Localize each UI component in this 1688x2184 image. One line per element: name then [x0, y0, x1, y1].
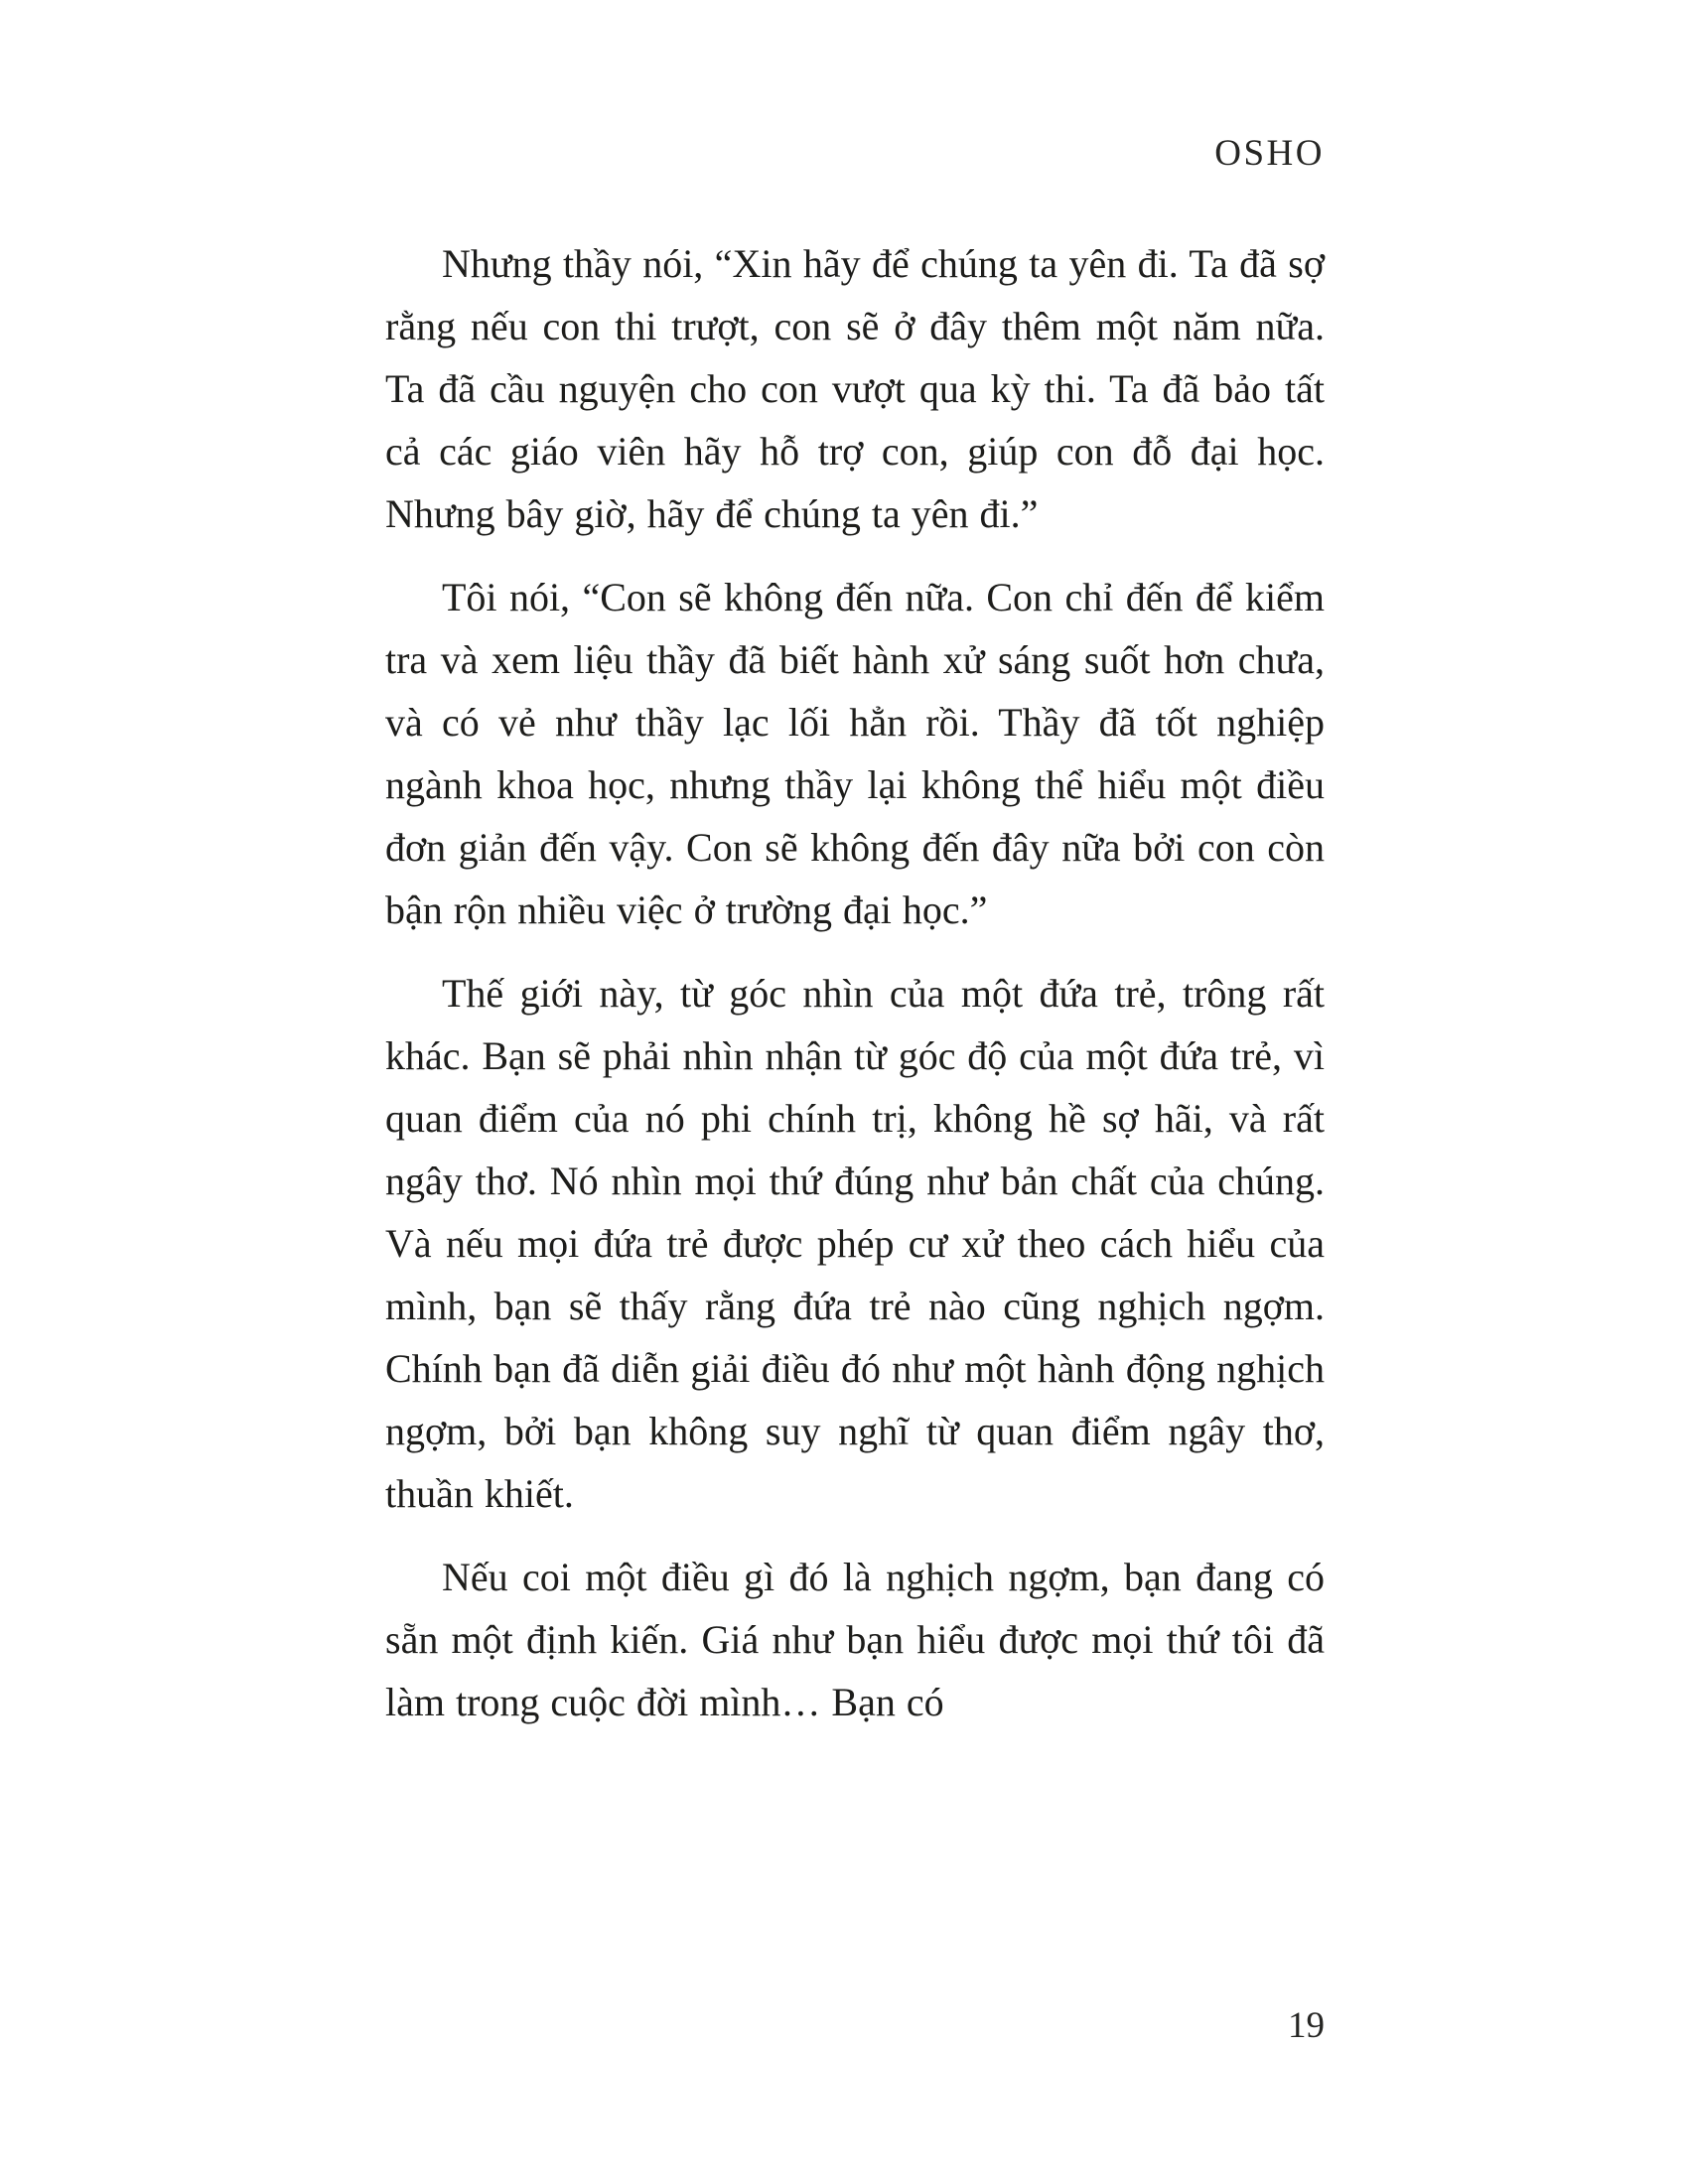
running-title: OSHO: [1214, 133, 1325, 174]
paragraph-3: Thế giới này, từ góc nhìn của một đứa trẻ, trông rất khác. Bạn sẽ phải nhìn nhận từ góc độ của một đứa trẻ, vì quan điểm của nó phi chính trị, không hề sợ hãi, và rất ngây thơ. Nó nhìn mọi thứ đúng như bản chất của chúng. Và nếu mọi đứa trẻ được phép cư xử theo cách hiểu của mình, bạn sẽ thấy rằng đứa trẻ nào cũng nghịch ngợm. Chính bạn đã diễn giải điều đó như một hành động nghịch ngợm, bởi bạn không suy nghĩ từ quan điểm ngây thơ, thuần khiết.: [385, 971, 1325, 1516]
page-number: 19: [1288, 2005, 1325, 2046]
body-text: [385, 232, 1325, 1754]
paragraph-4: Nếu coi một điều gì đó là nghịch ngợm, bạn đang có sẵn một định kiến. Giá như bạn hiểu được mọi thứ tôi đã làm trong cuộc đời mình… Bạn có: [385, 1555, 1325, 1724]
paragraph-1: Nhưng thầy nói, “Xin hãy để chúng ta yên đi. Ta đã sợ rằng nếu con thi trượt, con sẽ ở đây thêm một năm nữa. Ta đã cầu nguyện cho con vượt qua kỳ thi. Ta đã bảo tất cả các giáo viên hãy hỗ trợ con, giúp con đỗ đại học. Nhưng bây giờ, hãy để chúng ta yên đi.”: [385, 241, 1325, 536]
paragraph-2: Tôi nói, “Con sẽ không đến nữa. Con chỉ đến để kiểm tra và xem liệu thầy đã biết hành xử sáng suốt hơn chưa, và có vẻ như thầy lạc lối hẳn rồi. Thầy đã tốt nghiệp ngành khoa học, nhưng thầy lại không thể hiểu một điều đơn giản đến vậy. Con sẽ không đến đây nữa bởi con còn bận rộn nhiều việc ở trường đại học.”: [385, 575, 1325, 932]
running-header: [385, 135, 1325, 172]
